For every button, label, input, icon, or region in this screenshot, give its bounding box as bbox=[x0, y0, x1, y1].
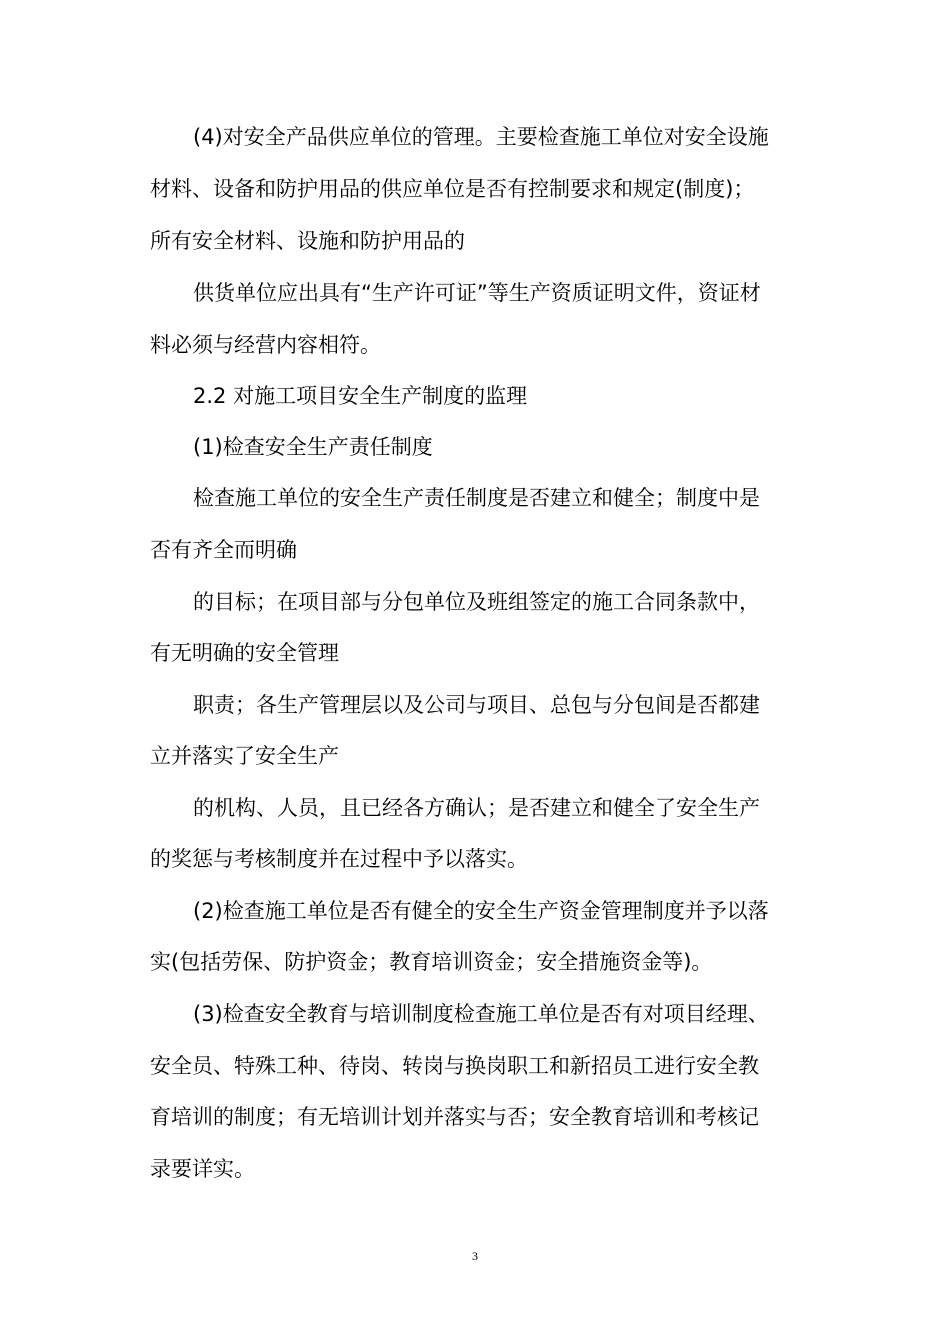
text-line: 所有安全材料、设施和防护用品的 bbox=[150, 229, 465, 253]
text-line: 职责；各生产管理层以及公司与项目、总包与分包间是否都建 bbox=[193, 693, 760, 717]
text-line: 育培训的制度；有无培训计划并落实与否；安全教育培训和考核记 bbox=[150, 1105, 759, 1129]
text-line: (4)对安全产品供应单位的管理。主要检查施工单位对安全设施 bbox=[193, 125, 769, 149]
page-number: 3 bbox=[472, 1249, 478, 1263]
text-line: 供货单位应出具有“生产许可证”等生产资质证明文件，资证材 bbox=[193, 281, 761, 305]
text-line: 材料、设备和防护用品的供应单位是否有控制要求和规定(制度)； bbox=[150, 177, 755, 201]
text-line: 检查施工单位的安全生产责任制度是否建立和健全；制度中是 bbox=[193, 486, 760, 510]
text-line: 的奖惩与考核制度并在过程中予以落实。 bbox=[150, 847, 528, 871]
text-line: (3)检查安全教育与培训制度检查施工单位是否有对项目经理、 bbox=[193, 1002, 769, 1026]
section-heading: 2.2 对施工项目安全生产制度的监理 bbox=[193, 384, 528, 408]
text-line: 实(包括劳保、防护资金；教育培训资金；安全措施资金等)。 bbox=[150, 950, 713, 974]
text-line: 否有齐全而明确 bbox=[150, 538, 297, 562]
text-line: 立并落实了安全生产 bbox=[150, 744, 339, 768]
text-line: (2)检查施工单位是否有健全的安全生产资金管理制度并予以落 bbox=[193, 899, 769, 923]
text-line: 有无明确的安全管理 bbox=[150, 641, 339, 665]
subsection-heading: (1)检查安全生产责任制度 bbox=[193, 435, 433, 459]
text-line: 安全员、特殊工种、待岗、转岗与换岗职工和新招员工进行安全教 bbox=[150, 1054, 759, 1078]
text-line: 料必须与经营内容相符。 bbox=[150, 333, 381, 357]
text-line: 录要详实。 bbox=[150, 1157, 255, 1181]
text-line: 的目标；在项目部与分包单位及班组签定的施工合同条款中， bbox=[193, 590, 760, 614]
text-line: 的机构、人员，且已经各方确认；是否建立和健全了安全生产 bbox=[193, 796, 760, 820]
